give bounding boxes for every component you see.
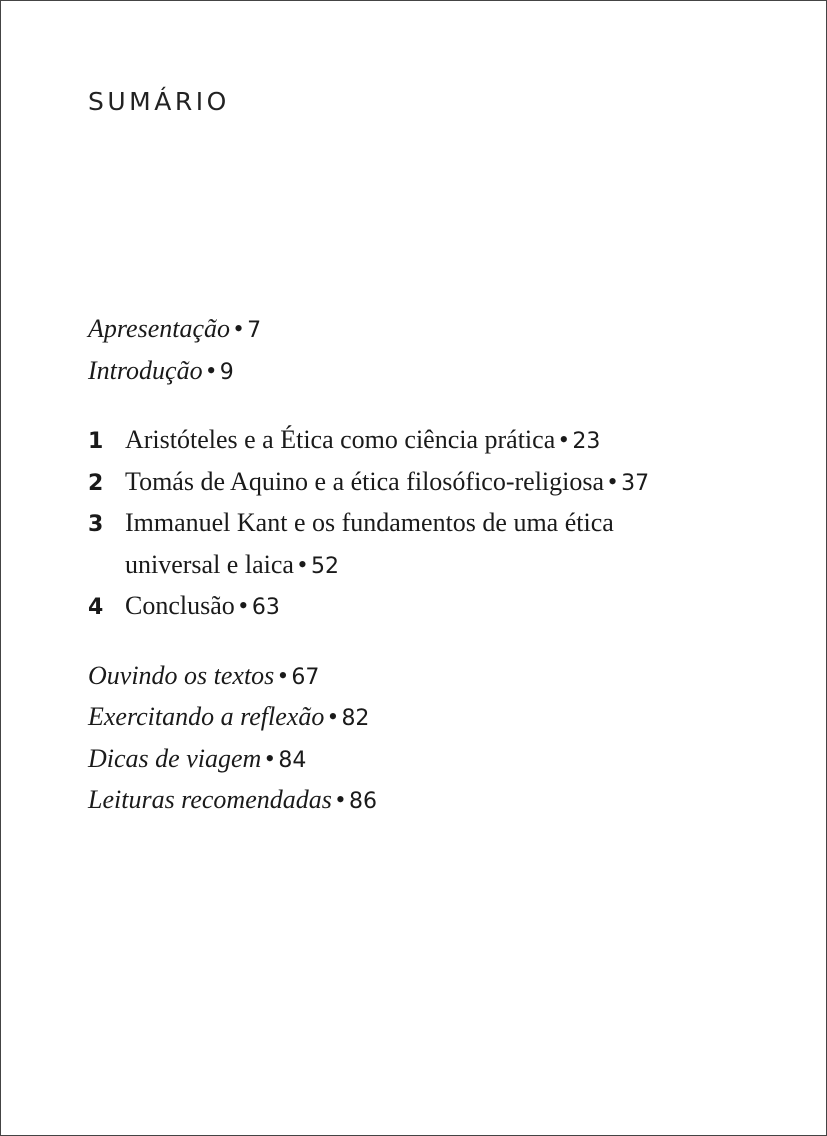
toc-page-number: 52 — [311, 553, 340, 579]
bullet-separator: • — [297, 549, 308, 579]
toc-entry-ouvindo-os-textos — [88, 656, 788, 698]
toc-entry-dicas-de-viagem — [88, 739, 788, 781]
bullet-separator: • — [238, 591, 248, 620]
toc-page-number: 86 — [348, 789, 377, 814]
toc-page-number: 63 — [251, 595, 280, 620]
chapter-number: 2 — [88, 470, 104, 496]
toc-entry-chapter-1 — [88, 420, 788, 462]
spacer — [88, 392, 788, 420]
bullet-separator: • — [278, 660, 288, 690]
toc-entry-introducao — [88, 351, 788, 393]
bullet-separator: • — [206, 355, 216, 385]
toc-entry-label: Tomás de Aquino e a ética filosófico-religiosa — [125, 466, 605, 496]
chapter-number: 1 — [88, 429, 104, 454]
toc-page-number: 23 — [572, 429, 601, 454]
toc-entry-label: Conclusão — [125, 591, 235, 620]
table-of-contents — [88, 309, 788, 822]
spacer — [88, 628, 788, 656]
toc-entry-chapter-3-continuation — [88, 545, 788, 587]
toc-entry-chapter-2 — [88, 462, 788, 504]
toc-page-number: 7 — [247, 318, 262, 343]
bullet-separator: • — [608, 466, 618, 496]
toc-entry-label: Introdução — [88, 355, 203, 385]
toc-entry-leituras-recomendadas — [88, 780, 788, 822]
toc-page-number: 37 — [621, 470, 650, 496]
page-title: SUMÁRIO — [88, 87, 230, 116]
chapter-number: 3 — [88, 512, 104, 537]
bullet-separator: • — [559, 425, 569, 454]
toc-entry-chapter-3 — [88, 503, 788, 545]
toc-page-number: 9 — [219, 359, 234, 385]
toc-entry-label: Leituras recomendadas — [88, 785, 332, 814]
toc-entry-label: Apresentação — [88, 314, 230, 343]
chapter-number: 4 — [88, 595, 104, 620]
bullet-separator: • — [234, 314, 244, 343]
toc-entry-label: Exercitando a reflexão — [88, 702, 325, 731]
bullet-separator: • — [335, 785, 345, 814]
toc-page-number: 67 — [291, 664, 320, 690]
toc-entry-exercitando-a-reflexao — [88, 697, 788, 739]
toc-page-number: 82 — [341, 706, 370, 731]
toc-entry-chapter-4 — [88, 586, 788, 628]
toc-entry-label: Immanuel Kant e os fundamentos de uma ética — [125, 508, 614, 537]
toc-entry-label: universal e laica — [125, 549, 294, 579]
toc-page-number: 84 — [278, 747, 307, 773]
toc-entry-label: Aristóteles e a Ética como ciência prática — [125, 425, 556, 454]
bullet-separator: • — [265, 743, 275, 773]
toc-entry-label: Ouvindo os textos — [88, 660, 275, 690]
bullet-separator: • — [328, 702, 338, 731]
toc-entry-apresentacao — [88, 309, 788, 351]
toc-entry-label: Dicas de viagem — [88, 743, 262, 773]
